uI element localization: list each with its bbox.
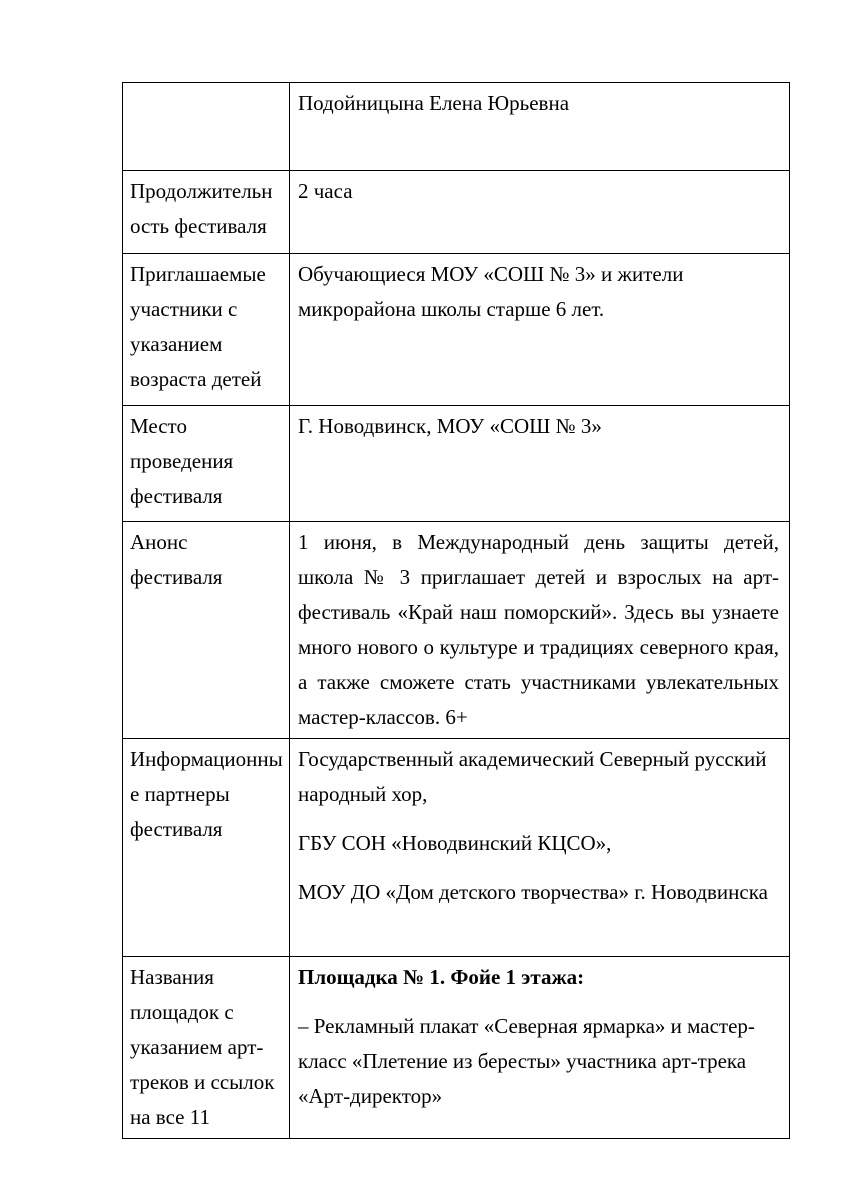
paragraph: Подойницына Елена Юрьевна (298, 91, 570, 115)
row-value-cell (290, 522, 790, 739)
table-row (123, 406, 790, 522)
row-value-cell (290, 957, 790, 1139)
paragraph: МОУ ДО «Дом детского творчества» г. Новодвинска (298, 880, 768, 904)
paragraph: 2 часа (298, 179, 353, 203)
row-value-cell (290, 83, 790, 171)
paragraph-heading: Площадка № 1. Фойе 1 этажа: (298, 965, 585, 989)
row-label: Приглашаемые участники с указанием возраста детей (130, 262, 266, 391)
row-value-cell (290, 739, 790, 957)
row-label-cell (123, 522, 290, 739)
row-label-cell (123, 957, 290, 1139)
row-label: Место проведения фестиваля (130, 414, 234, 508)
table-row (123, 522, 790, 739)
row-value-cell (290, 406, 790, 522)
paragraph: Г. Новодвинск, МОУ «СОШ № 3» (298, 414, 602, 438)
paragraph: ГБУ СОН «Новодвинский КЦСО», (298, 831, 612, 855)
row-label-cell (123, 739, 290, 957)
row-value-cell (290, 171, 790, 254)
table-row (123, 171, 790, 254)
row-label: Анонс фестиваля (130, 530, 223, 589)
row-label: Названия площадок с указанием арт-треков и ссылок на все 11 (130, 965, 275, 1129)
row-value-cell (290, 254, 790, 406)
table-row (123, 957, 790, 1139)
row-label-cell (123, 406, 290, 522)
paragraph: Обучающиеся МОУ «СОШ № 3» и жители микрорайона школы старше 6 лет. (298, 262, 684, 321)
paragraph: Государственный академический Северный русский народный хор, (298, 747, 767, 806)
row-label-cell (123, 254, 290, 406)
festival-info-table (122, 82, 790, 1139)
table-row (123, 254, 790, 406)
table-row (123, 739, 790, 957)
row-label-cell (123, 171, 290, 254)
paragraph: – Рекламный плакат «Северная ярмарка» и мастер-класс «Плетение из бересты» участника арт-трека «Арт-директор» (298, 1014, 755, 1108)
table-row (123, 83, 790, 171)
row-label-cell (123, 83, 290, 171)
row-label: Информационные партнеры фестиваля (130, 747, 283, 841)
paragraph: 1 июня, в Международный день защиты детей, школа № 3 приглашает детей и взрослых на арт-фестиваль «Край наш поморский». Здесь вы узнаете много нового о культуре и традициях северного края, а также сможете стать участниками увлекательных мастер-классов. 6+ (298, 530, 779, 729)
row-label: Продолжительность фестиваля (130, 179, 273, 238)
